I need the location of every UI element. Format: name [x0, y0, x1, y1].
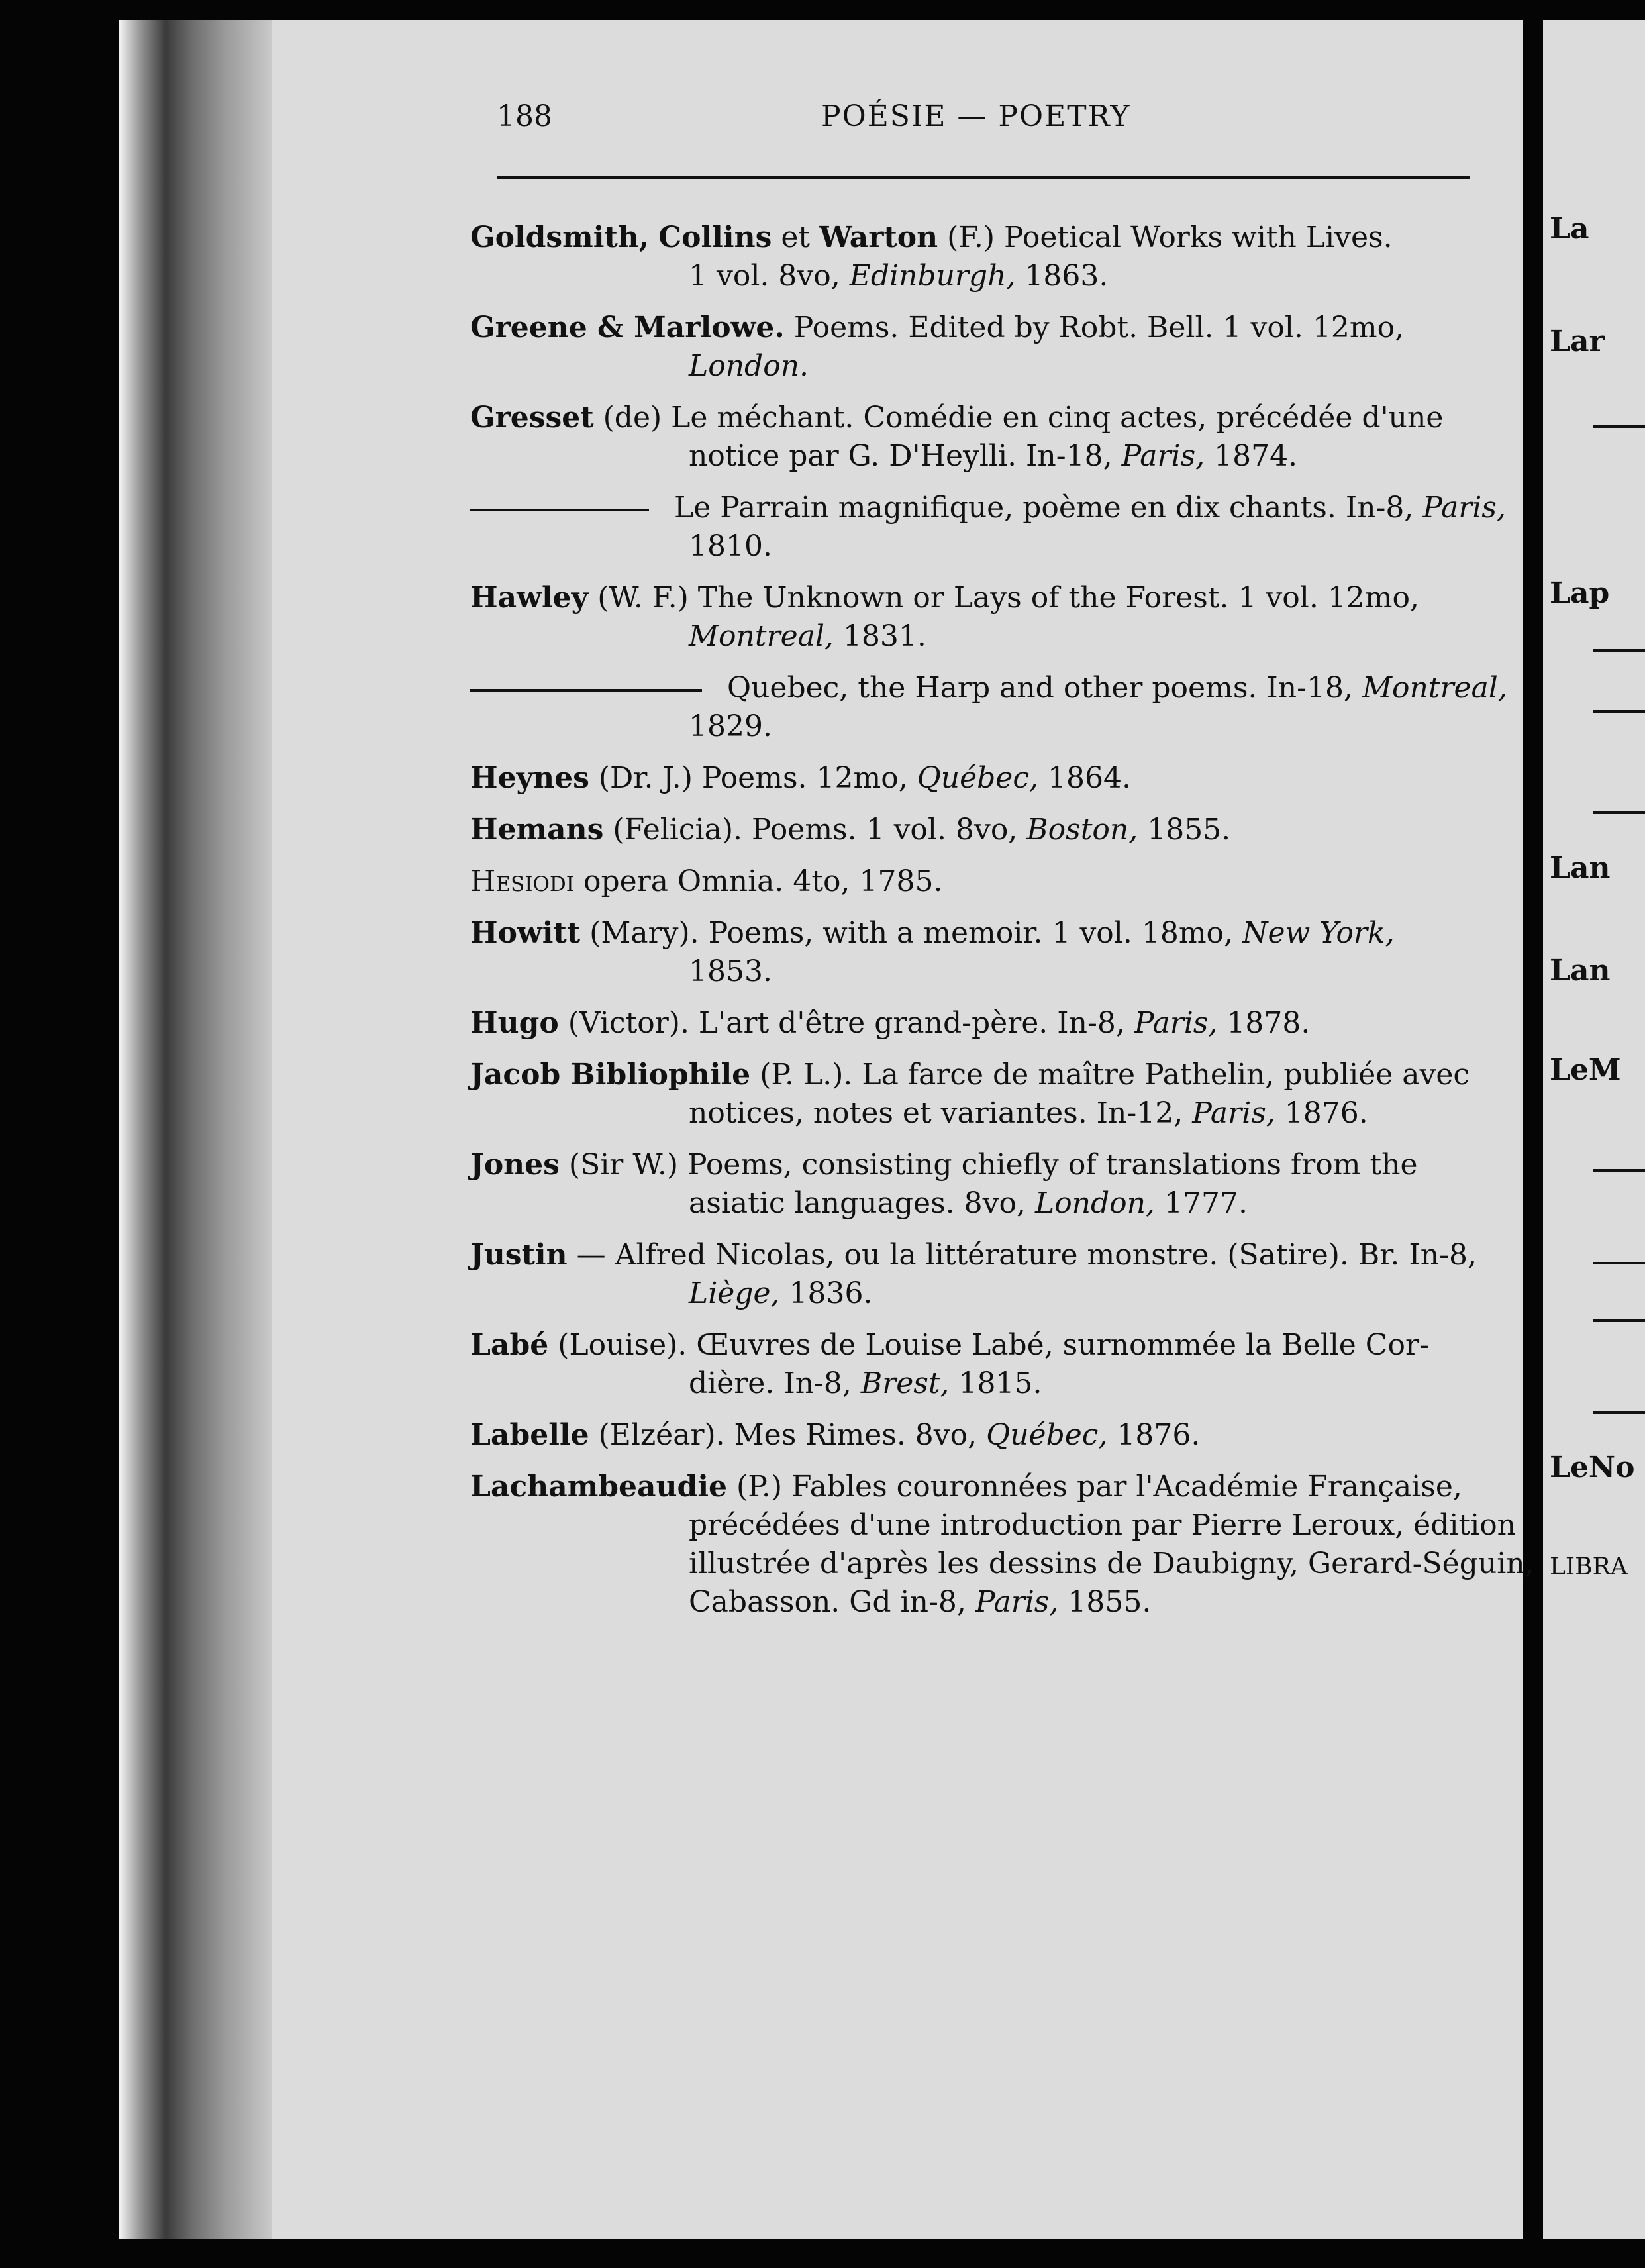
ditto-rule	[470, 509, 649, 511]
bibliography-entry	[470, 1056, 1470, 1133]
publication-place: Paris,	[1134, 1006, 1218, 1040]
entry-text: Cabasson. Gd in-8,	[689, 1585, 966, 1619]
publication-place: Edinburgh,	[849, 259, 1016, 293]
entry-text: (Felicia). Poems. 1 vol. 8vo,	[613, 813, 1018, 847]
ditto-rule	[470, 689, 702, 692]
facing-page-dash	[1593, 425, 1645, 428]
facing-page-fragment: Lan	[1550, 851, 1611, 885]
entry-text: (P. L.). La farce de maître Pathelin, publiée avec	[760, 1058, 1470, 1092]
page-gutter-shadow	[119, 20, 272, 2239]
publication-year: 1831.	[842, 619, 926, 653]
publication-year: 1836.	[789, 1276, 873, 1310]
entry-text: opera Omnia. 4to, 1785.	[583, 864, 943, 898]
bibliography-entry	[470, 579, 1470, 656]
bibliography-entry	[470, 219, 1470, 295]
bibliography-entry	[470, 811, 1470, 849]
publication-place: Liège,	[689, 1276, 780, 1310]
bibliography-entry	[470, 1326, 1470, 1403]
publication-year: 1777.	[1164, 1186, 1248, 1220]
publication-place: Québec,	[986, 1418, 1108, 1452]
entry-text: (W. F.) The Unknown or Lays of the Forest. 1 vol. 12mo,	[597, 581, 1419, 615]
publication-year: 1829.	[689, 709, 772, 743]
publication-year: 1815.	[958, 1366, 1042, 1400]
facing-page-dash	[1593, 1411, 1645, 1414]
bibliography-entry	[470, 669, 1507, 746]
facing-page-edge	[1543, 20, 1645, 2239]
bibliography-entry	[470, 1146, 1470, 1223]
author-name: Justin	[470, 1238, 568, 1272]
author-name: Hesiodi	[470, 864, 574, 898]
bibliography-entry	[470, 399, 1470, 476]
publication-place: New York,	[1242, 916, 1395, 950]
bibliography-entry	[470, 1004, 1470, 1043]
entry-text: (Dr. J.) Poems. 12mo,	[598, 761, 908, 795]
bibliography-entry	[470, 914, 1470, 991]
publication-year: 1855.	[1068, 1585, 1152, 1619]
facing-page-fragment: Lap	[1550, 576, 1610, 610]
facing-page-fragment: La	[1550, 212, 1589, 246]
facing-page-fragment: LIBRA	[1550, 1553, 1628, 1580]
publication-place: Montreal,	[689, 619, 834, 653]
publication-place: London.	[689, 349, 809, 383]
bibliography-entry	[470, 309, 1470, 386]
facing-page-dash	[1593, 1319, 1645, 1322]
author-name: Howitt	[470, 916, 581, 950]
entry-text: (Mary). Poems, with a memoir. 1 vol. 18mo,	[589, 916, 1234, 950]
publication-year: 1855.	[1147, 813, 1231, 847]
bibliography-entry	[470, 759, 1470, 798]
facing-page-dash	[1593, 710, 1645, 713]
page-header	[497, 99, 1470, 139]
entry-text: Poems. Edited by Robt. Bell. 1 vol. 12mo,	[793, 311, 1405, 344]
author-name: Greene & Marlowe.	[470, 311, 785, 344]
publication-place: Paris,	[1121, 439, 1205, 473]
publication-year: 1853.	[689, 954, 772, 988]
entry-text: (Sir W.) Poems, consisting chiefly of translations from the	[568, 1148, 1418, 1182]
facing-page-dash	[1593, 811, 1645, 814]
entry-text: notice par G. D'Heylli. In-18,	[689, 439, 1113, 473]
publication-year: 1874.	[1214, 439, 1298, 473]
author-name: Hawley	[470, 581, 589, 615]
publication-place: Paris,	[1192, 1096, 1275, 1130]
entry-text: (de) Le méchant. Comédie en cinq actes, précédée d'une	[603, 401, 1444, 435]
publication-place: Montreal,	[1362, 671, 1507, 705]
author-name: Lachambeaudie	[470, 1470, 728, 1504]
entry-text: (F.) Poetical Works with Lives.	[947, 221, 1393, 254]
facing-page-fragment: LeM	[1550, 1053, 1621, 1087]
author-name: Gresset	[470, 401, 594, 435]
publication-place: Paris,	[975, 1585, 1059, 1619]
author-name: Collins	[658, 221, 772, 254]
facing-page-dash	[1593, 1169, 1645, 1172]
publication-year: 1864.	[1047, 761, 1131, 795]
facing-page-fragment: Lar	[1550, 325, 1605, 358]
author-name: Labé	[470, 1328, 549, 1362]
page-number: 188	[497, 99, 552, 133]
publication-place: London,	[1034, 1186, 1155, 1220]
entry-text: (Victor). L'art d'être grand-père. In-8,	[568, 1006, 1125, 1040]
entry-text: Le Parrain magnifique, poème en dix chants. In-8,	[674, 491, 1414, 525]
publication-place: Boston,	[1026, 813, 1138, 847]
publication-year: 1878.	[1226, 1006, 1311, 1040]
header-rule	[497, 176, 1470, 179]
bibliography-entry	[470, 489, 1506, 566]
author-name: Jones	[470, 1148, 560, 1182]
running-title: POÉSIE — POETRY	[821, 99, 1131, 133]
publication-year: 1876.	[1117, 1418, 1201, 1452]
publication-place: Québec,	[917, 761, 1038, 795]
entry-text: (Elzéar). Mes Rimes. 8vo,	[598, 1418, 977, 1452]
bibliography-entry	[470, 1416, 1470, 1455]
bibliography-entry	[470, 1236, 1477, 1313]
publication-place: Paris,	[1422, 491, 1506, 525]
entry-text: 1 vol. 8vo,	[689, 259, 840, 293]
entry-text: dière. In-8,	[689, 1366, 852, 1400]
publication-year: 1876.	[1284, 1096, 1368, 1130]
entry-text: précédées d'une introduction par Pierre Leroux, édition	[689, 1508, 1517, 1542]
bibliography-entry	[470, 1468, 1534, 1622]
entry-text: (Louise). Œuvres de Louise Labé, surnommée la Belle Cor-	[558, 1328, 1429, 1362]
publication-year: 1810.	[689, 529, 772, 563]
entry-text: — Alfred Nicolas, ou la littérature monstre. (Satire). Br. In-8,	[576, 1238, 1477, 1272]
facing-page-dash	[1593, 1262, 1645, 1264]
bibliography-list	[470, 219, 1534, 1635]
author-name: Hemans	[470, 813, 604, 847]
entry-text: Quebec, the Harp and other poems. In-18,	[727, 671, 1353, 705]
author-name: Hugo	[470, 1006, 559, 1040]
publication-place: Brest,	[860, 1366, 950, 1400]
author-name: Warton	[819, 221, 938, 254]
author-name: Jacob Bibliophile	[470, 1058, 751, 1092]
facing-page-dash	[1593, 649, 1645, 652]
entry-text: asiatic languages. 8vo,	[689, 1186, 1026, 1220]
author-name: Goldsmith,	[470, 221, 650, 254]
entry-text: notices, notes et variantes. In-12,	[689, 1096, 1183, 1130]
entry-text: illustrée d'après les dessins de Daubigny, Gerard-Séguin,	[689, 1547, 1534, 1580]
bibliography-entry	[470, 862, 1470, 901]
publication-year: 1863.	[1024, 259, 1109, 293]
author-name: Heynes	[470, 761, 589, 795]
facing-page-fragment: Lan	[1550, 954, 1611, 988]
author-name: Labelle	[470, 1418, 589, 1452]
entry-text: (P.) Fables couronnées par l'Académie Française,	[736, 1470, 1462, 1504]
facing-page-fragment: LeNo	[1550, 1451, 1635, 1484]
connector-text: et	[781, 221, 811, 254]
